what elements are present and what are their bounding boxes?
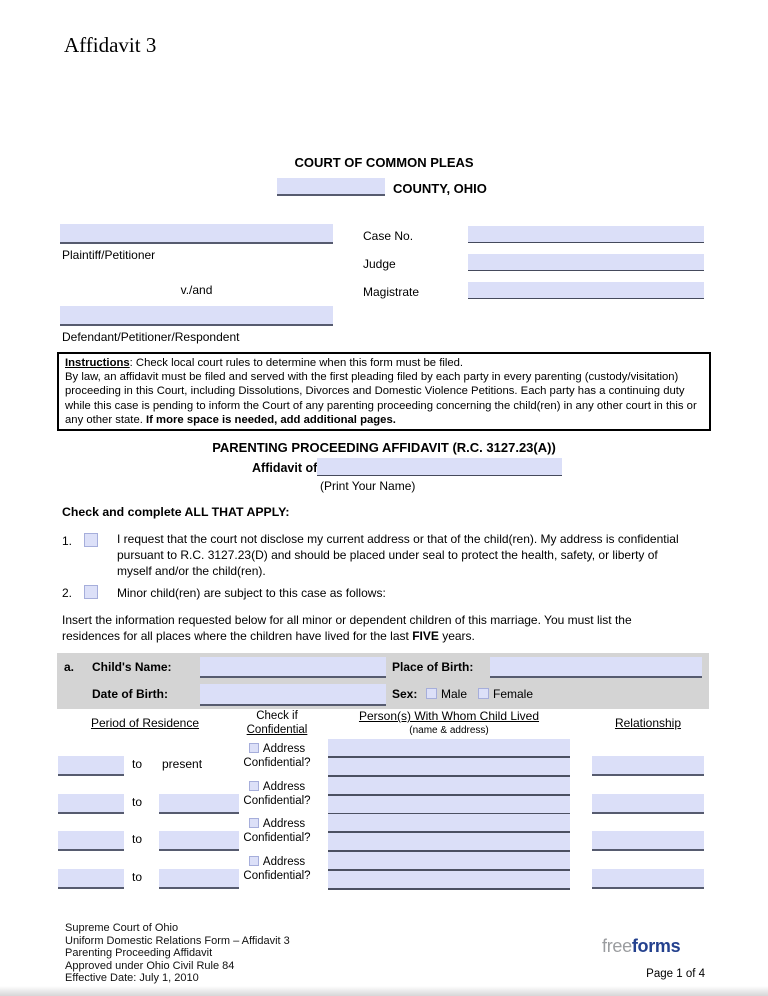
persons-header: [318, 710, 580, 737]
affidavit-of-input[interactable]: [317, 458, 562, 476]
insert-note-after: years.: [438, 628, 475, 643]
check-if-header-line2: Confidential: [246, 723, 308, 736]
to-label: to: [132, 870, 143, 884]
residence-start-input[interactable]: [58, 869, 124, 889]
checklist-heading: Check and complete ALL THAT APPLY:: [62, 505, 290, 519]
item-2-text: Minor child(ren) are subject to this case as follows:: [117, 586, 386, 600]
female-label: Female: [493, 687, 534, 701]
period-of-residence-header-text: Period of Residence: [90, 716, 200, 730]
childs-name-label: Child's Name:: [92, 660, 172, 674]
to-label: to: [132, 795, 143, 809]
address-confidential-checkbox[interactable]: [249, 781, 259, 791]
address-label: Address: [262, 781, 306, 793]
check-if-confidential-header: [235, 710, 319, 737]
relationship-header: [590, 716, 706, 730]
child-item-letter: a.: [64, 660, 75, 674]
plaintiff-label: Plaintiff/Petitioner: [62, 248, 156, 262]
footer-info: [65, 922, 290, 985]
residence-end-present-label: present: [162, 757, 203, 771]
magistrate-label: Magistrate: [363, 285, 420, 299]
to-label: to: [132, 832, 143, 846]
item-1-text: I request that the court not disclose my current address or that of the child(ren). My address is confidential pursuant to R.C. 3127.23(D) and should be placed under seal to protect the health, safety, or liberty of myself and/or the child(ren).: [117, 532, 679, 578]
female-checkbox[interactable]: [478, 688, 489, 699]
persons-header-text: Person(s) With Whom Child Lived: [358, 709, 540, 723]
confidential-label: Confidential?: [243, 756, 311, 769]
insert-note-bold: FIVE: [412, 628, 439, 643]
residence-row: [0, 852, 768, 890]
page-number: Page 1 of 4: [646, 968, 705, 980]
residence-end-input[interactable]: [159, 831, 239, 851]
page-bottom-shadow: [0, 986, 768, 996]
judge-input[interactable]: [468, 254, 704, 271]
document-label: Affidavit 3: [64, 33, 157, 57]
residence-start-input[interactable]: [58, 794, 124, 814]
male-checkbox[interactable]: [426, 688, 437, 699]
residence-start-input[interactable]: [58, 756, 124, 776]
footer-line: Uniform Domestic Relations Form – Affidavit 3: [65, 934, 290, 947]
item-1-checkbox[interactable]: [84, 533, 98, 547]
residence-end-input[interactable]: [159, 794, 239, 814]
residence-end-input[interactable]: [159, 869, 239, 889]
address-confidential-checkbox[interactable]: [249, 818, 259, 828]
relationship-header-text: Relationship: [614, 716, 682, 730]
person-line-input[interactable]: [328, 871, 570, 890]
case-no-input[interactable]: [468, 226, 704, 243]
person-line-input[interactable]: [328, 852, 570, 871]
address-label: Address: [262, 818, 306, 830]
footer-line: Supreme Court of Ohio: [65, 922, 179, 934]
court-title: COURT OF COMMON PLEAS: [294, 155, 474, 170]
address-confidential-group: [235, 743, 319, 770]
magistrate-input[interactable]: [468, 282, 704, 299]
confidential-label: Confidential?: [243, 794, 311, 807]
place-of-birth-input[interactable]: [490, 657, 702, 678]
relationship-input[interactable]: [592, 756, 704, 776]
logo-free-text: free: [602, 936, 632, 956]
relationship-input[interactable]: [592, 794, 704, 814]
address-confidential-group: [235, 781, 319, 808]
to-label: to: [132, 757, 143, 771]
relationship-input[interactable]: [592, 869, 704, 889]
address-confidential-group: [235, 856, 319, 883]
sex-label: Sex:: [392, 687, 418, 701]
residence-row: [0, 777, 768, 815]
defendant-label: Defendant/Petitioner/Respondent: [62, 330, 240, 344]
plaintiff-input[interactable]: [60, 224, 333, 244]
insert-note: [62, 613, 674, 645]
case-no-label: Case No.: [363, 229, 414, 243]
footer-line: Effective Date: July 1, 2010: [65, 972, 199, 985]
insert-note-before: Insert the information requested below for all minor or dependent children of this marriage. You must list the residences for all places where the children have lived for the last: [62, 613, 632, 643]
residence-row: [0, 814, 768, 852]
person-line-input[interactable]: [328, 814, 570, 833]
child-info-band: [57, 653, 709, 709]
county-input[interactable]: [277, 178, 385, 196]
item-2-checkbox[interactable]: [84, 585, 98, 599]
relationship-input[interactable]: [592, 831, 704, 851]
address-confidential-checkbox[interactable]: [249, 743, 259, 753]
instructions-heading: Instructions: [65, 357, 130, 369]
instructions-body-bold: If more space is needed, add additional pages.: [146, 413, 396, 426]
affidavit-of-label: Affidavit of: [252, 461, 318, 475]
date-of-birth-input[interactable]: [200, 684, 386, 706]
male-label: Male: [441, 687, 468, 701]
person-line-input[interactable]: [328, 758, 570, 777]
print-name-hint: (Print Your Name): [320, 479, 416, 493]
defendant-input[interactable]: [60, 306, 333, 326]
child-name-input[interactable]: [200, 657, 386, 678]
check-if-header-line1: Check if: [256, 710, 298, 722]
person-line-input[interactable]: [328, 796, 570, 815]
judge-label: Judge: [363, 257, 396, 271]
instructions-intro: : Check local court rules to determine when this form must be filed.: [129, 357, 464, 369]
person-line-input[interactable]: [328, 833, 570, 852]
address-label: Address: [262, 743, 306, 755]
item-1-number: 1.: [62, 534, 73, 548]
place-of-birth-label: Place of Birth:: [392, 660, 474, 674]
residence-row: [0, 739, 768, 777]
period-of-residence-header: [80, 716, 210, 730]
person-line-input[interactable]: [328, 777, 570, 796]
confidential-label: Confidential?: [243, 831, 311, 844]
affidavit-title: PARENTING PROCEEDING AFFIDAVIT (R.C. 3127.23(A)): [212, 440, 556, 455]
instructions-box: [57, 352, 711, 431]
address-confidential-group: [235, 818, 319, 845]
address-label: Address: [262, 856, 306, 868]
county-ohio-label: COUNTY, OHIO: [393, 181, 487, 196]
logo-forms-text: forms: [631, 936, 681, 956]
versus-label: v./and: [180, 283, 213, 297]
residence-start-input[interactable]: [58, 831, 124, 851]
footer-line: Parenting Proceeding Affidavit: [65, 947, 213, 960]
person-line-input[interactable]: [328, 739, 570, 758]
address-confidential-checkbox[interactable]: [249, 856, 259, 866]
confidential-label: Confidential?: [243, 869, 311, 882]
freeforms-logo: [602, 936, 680, 957]
instructions-body: By law, an affidavit must be filed and served with the first pleading filed by each party in every parenting (custody/visitation) proceeding in this Court, including Dissolutions, Divorces and Domestic Violence Petitions. Each party has a continuing duty while this case is pending to inform the Court of any parenting proceeding concerning the child(ren) in any other court in this or any other state.: [65, 371, 697, 426]
item-2-number: 2.: [62, 586, 73, 600]
footer-line: Approved under Ohio Civil Rule 84: [65, 959, 235, 972]
persons-header-sub: (name & address): [409, 724, 489, 736]
date-of-birth-label: Date of Birth:: [92, 687, 168, 701]
